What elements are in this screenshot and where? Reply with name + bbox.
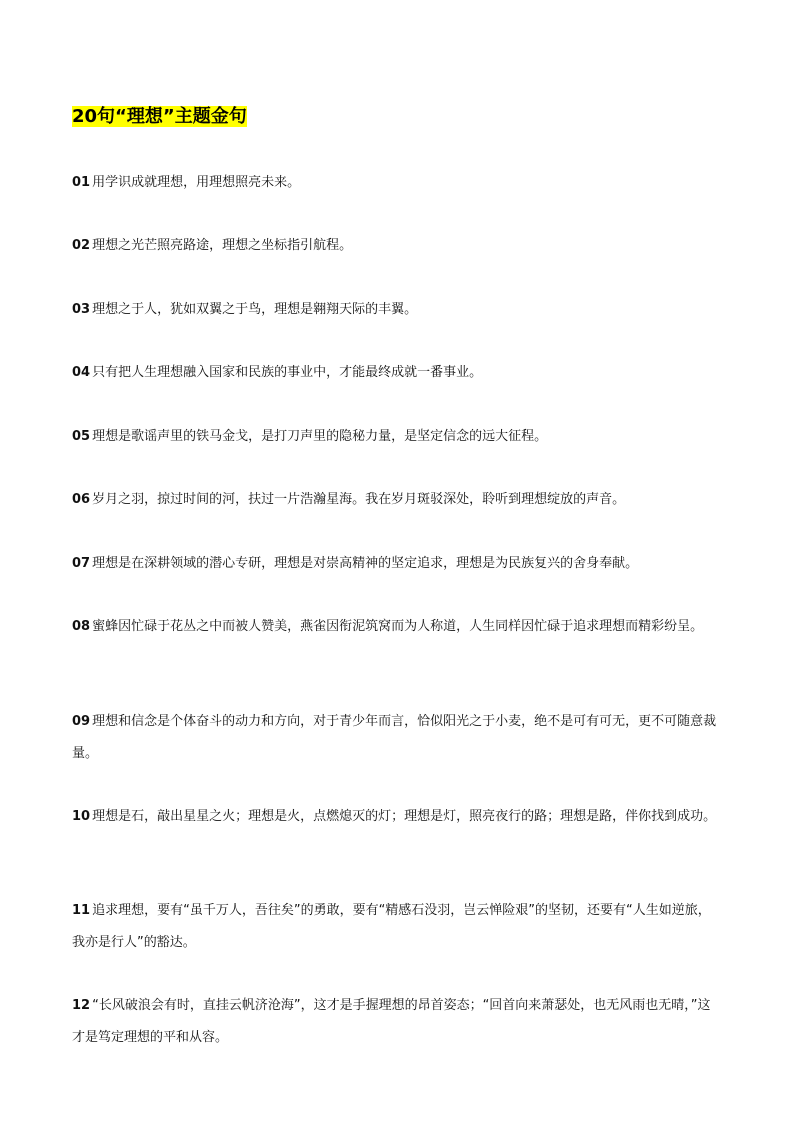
quote-text: 蜜蜂因忙碌于花丛之中而被人赞美，燕雀因衔泥筑窝而为人称道，人生同样因忙碌于追求理想而精彩纷呈。	[92, 619, 704, 634]
quote-item	[72, 484, 722, 516]
quote-item	[72, 421, 722, 453]
quote-item	[72, 611, 722, 643]
quote-number: 08	[72, 619, 91, 634]
quote-text: “长风破浪会有时，直挂云帆济沧海”，这才是手握理想的昂首姿态；“回首向来萧瑟处，也无风雨也无晴，”这才是笃定理想的平和从容。	[72, 998, 711, 1045]
quote-item	[72, 294, 722, 326]
quote-item	[72, 167, 722, 199]
quote-item	[72, 548, 722, 580]
quote-item	[72, 706, 722, 770]
quote-item	[72, 801, 722, 833]
quote-text: 理想之于人，犹如双翼之于鸟，理想是翱翔天际的丰翼。	[92, 302, 418, 317]
page-title	[72, 105, 249, 129]
quote-number: 03	[72, 302, 91, 317]
quote-text: 理想之光芒照亮路途，理想之坐标指引航程。	[92, 238, 353, 253]
quote-number: 06	[72, 492, 91, 507]
quote-item	[72, 895, 722, 959]
quote-number: 07	[72, 556, 91, 571]
quote-text: 只有把人生理想融入国家和民族的事业中，才能最终成就一番事业。	[92, 365, 483, 380]
quote-number: 09	[72, 714, 91, 729]
quote-number: 04	[72, 365, 91, 380]
quote-number: 10	[72, 809, 91, 824]
quote-item	[72, 357, 722, 389]
quote-number: 02	[72, 238, 91, 253]
quote-number: 01	[72, 175, 91, 190]
quote-number: 05	[72, 429, 91, 444]
quote-text: 理想是歌谣声里的铁马金戈，是打刀声里的隐秘力量，是坚定信念的远大征程。	[92, 429, 548, 444]
quote-text: 理想和信念是个体奋斗的动力和方向，对于青少年而言，恰似阳光之于小麦，绝不是可有可无，更不可随意裁量。	[72, 714, 717, 761]
quote-text: 岁月之羽，掠过时间的河，扶过一片浩瀚星海。我在岁月斑驳深处，聆听到理想绽放的声音。	[92, 492, 626, 507]
quote-item	[72, 230, 722, 262]
quote-text: 理想是在深耕领域的潜心专研，理想是对崇高精神的坚定追求，理想是为民族复兴的舍身奉献。	[92, 556, 639, 571]
title-highlight: 20句“理想”主题金句	[72, 106, 247, 127]
quote-number: 12	[72, 998, 91, 1013]
quote-number: 11	[72, 903, 91, 918]
quote-text: 追求理想，要有“虽千万人，吾往矣”的勇敢，要有“精感石没羽，岂云惮险艰”的坚韧，还要有“人生如逆旅，我亦是行人”的豁达。	[72, 903, 711, 950]
quote-text: 用学识成就理想，用理想照亮未来。	[92, 175, 301, 190]
quote-item	[72, 990, 722, 1054]
quote-text: 理想是石，敲出星星之火；理想是火，点燃熄灭的灯；理想是灯，照亮夜行的路；理想是路，伴你找到成功。	[92, 809, 717, 824]
